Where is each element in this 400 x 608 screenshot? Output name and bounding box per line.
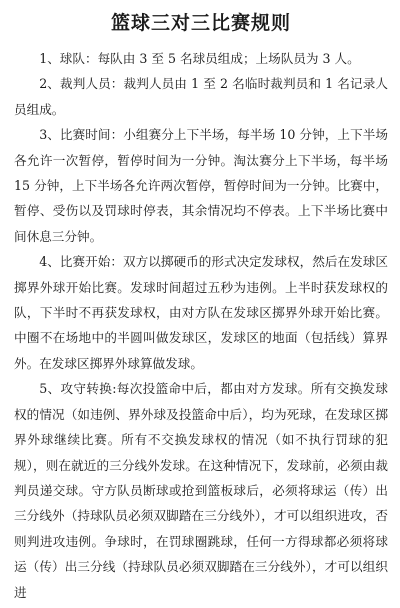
document-title: 篮球三对三比赛规则 (110, 12, 291, 34)
rule-paragraph-game-start: 4、比赛开始：双方以掷硬币的形式决定发球权，然后在发球区掷界外球开始比赛。发球时间超过五秒为违例。上半时获发球权的队，下半时不再获发球权，由对方队在发球区掷界外球开始比赛。中圈不在场地中的半圆叫做发球区，发球区的地面（包括线）算界外。在发球区掷界外球算做发球。 (14, 254, 388, 371)
rule-paragraph-team: 1、球队：每队由 3 至 5 名球员组成；上场队员为 3 人。 (39, 51, 360, 66)
rule-paragraph-possession-change: 5、攻守转换:每次投篮命中后，都由对方发球。所有交换发球权的情况（如违例、界外球及投篮命中后），均为死球，在发球区掷界外球继续比赛。所有不交换发球权的情况（如不执行罚球的犯规），则在就近的三分线外发球。在这种情况下，发球前，必须由裁判员递交球。守方队员断球或抢到篮板球后，必须将球运（传）出三分线外（持球队员必须双脚踏在三分线外），才可以组织进攻，否则判进攻违例。争球时，在罚球圈跳球，任何一方得球都必须将球运（传）出三分线（持球队员必须双脚踏在三分线外），才可以组织进 (14, 381, 388, 600)
rule-paragraph-game-time: 3、比赛时间：小组赛分上下半场，每半场 10 分钟，上下半场各允许一次暂停，暂停时间为一分钟。淘汰赛分上下半场，每半场 15 分钟，上下半场各允许两次暂停，暂停时间为一分钟。比赛中，暂停、受伤以及罚球时停表，其余情况均不停表。上下半场比赛中间休息三分钟。 (14, 127, 388, 244)
rule-paragraph-referees: 2、裁判人员：裁判人员由 1 至 2 名临时裁判员和 1 名记录人员组成。 (14, 76, 388, 117)
